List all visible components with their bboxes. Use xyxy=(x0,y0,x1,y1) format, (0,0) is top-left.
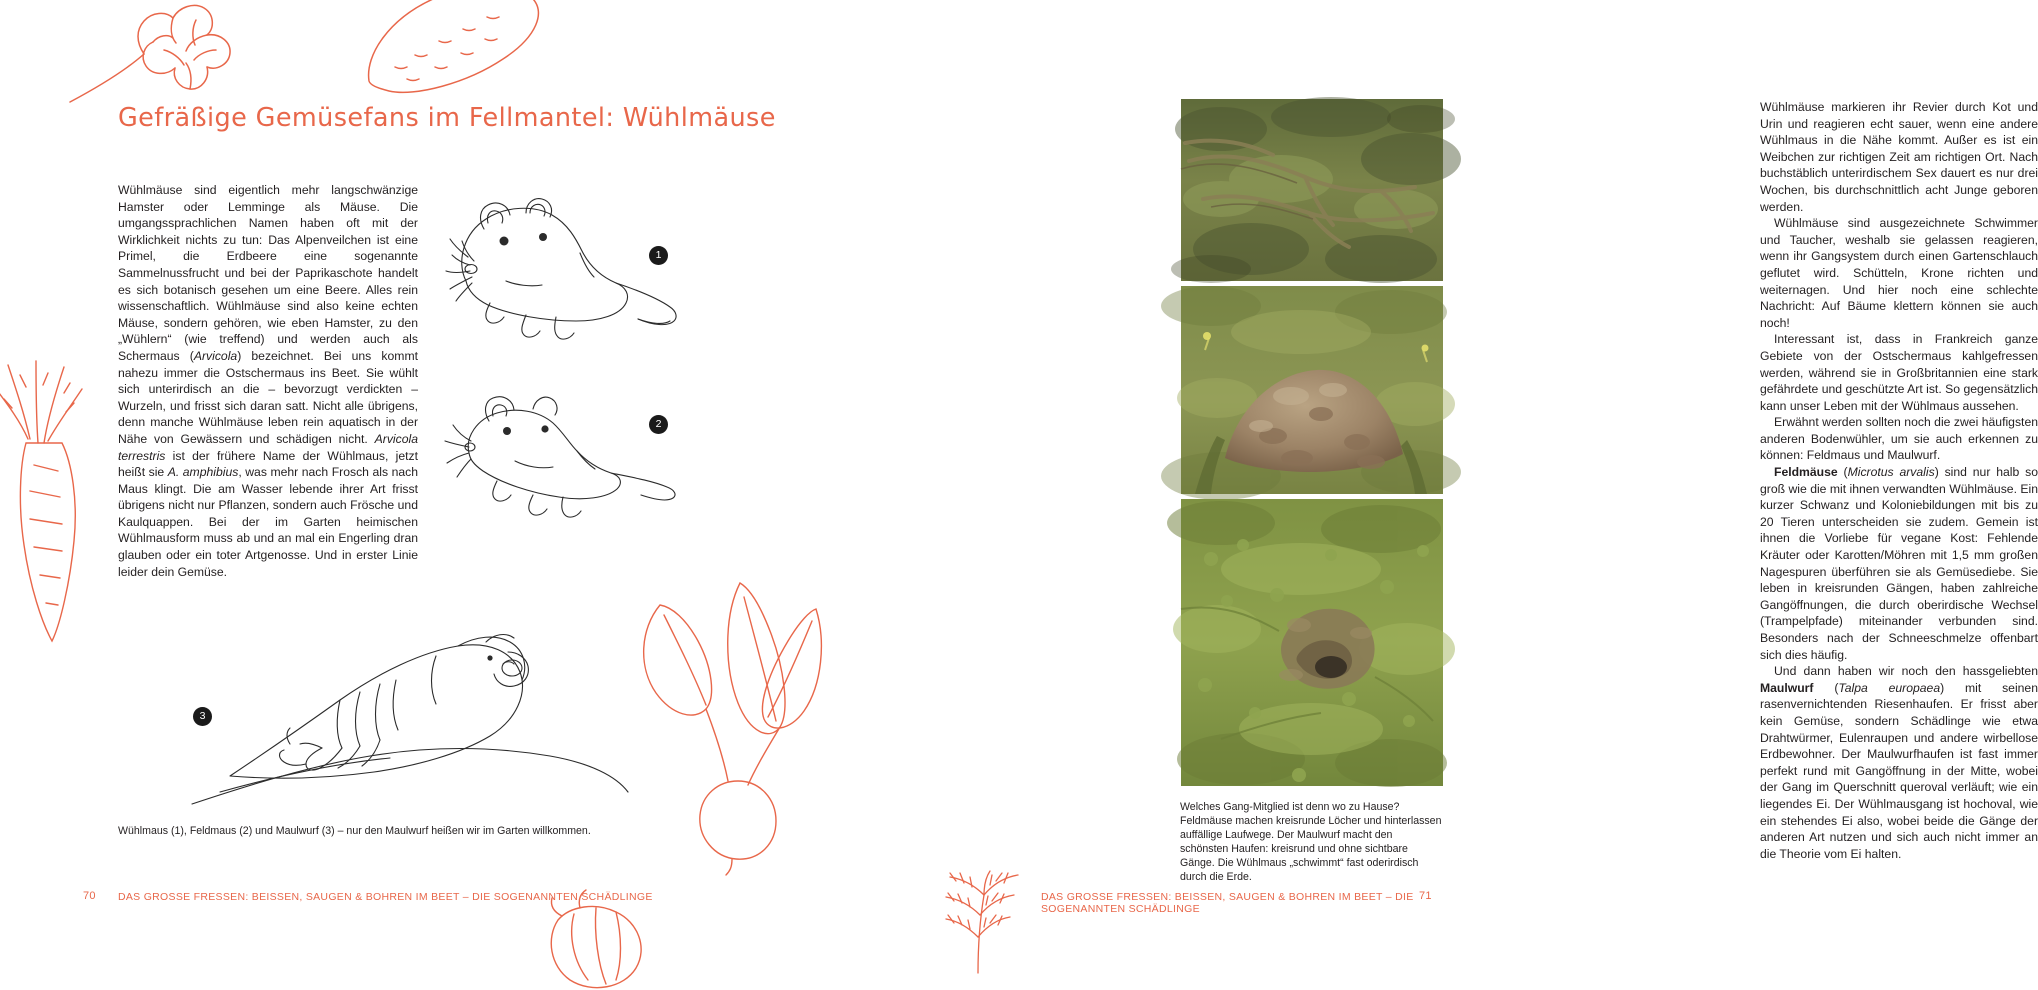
right-paragraph-3: Interessant ist, dass in Frankreich ganze Gebiete von der Ostschermaus kahlgefressen werden, während sie in Großbritannien eine stark gefährdete und geschützte Art ist. So gegensätzlich kann unser Leben mit der Wühlmaus aussehen. xyxy=(1760,332,2038,413)
left-body-paragraph: Wühlmäuse sind eigentlich mehr langschwänzige Hamster oder Lemminge als Mäuse. Die umgangssprachlichen Namen haben oft mit der Wirklichkeit nichts zu tun: Das Alpenveilchen ist eine Primel, die Erdbeere eine sogenannte Sammelnussfrucht und bei der Paprikaschote handelt es sich botanisch gesehen um eine Beere. Alles rein wissenschaftlich. Wühlmäuse sind also keine echten Mäuse, sondern gehören, wie eben Hamster, zu den „Wühlern“ (wie treffend) und werden auch als Schermaus (Arvicola) bezeichnet. Bei uns kommt nahezu immer die Ostschermaus ins Beet. Sie wühlt sich unterirdisch an die – bevorzugt verdickten – Wurzeln, und frisst sich daran satt. Nicht alle übrigens, denn manche Wühlmäuse leben rein aquatisch in der Nähe von Gewässern und schädigen nicht. Arvicola terrestris ist der frühere Name der Wühlmaus, jetzt heißt sie A. amphibius, was mehr nach Frosch als nach Maus klingt. Die am Wasser lebende ihrer Art frisst übrigens nicht nur Pflanzen, sondern auch Frösche und Kaulquappen. Bei der im Garten heimischen Wühlmausform muss ab und an mal ein Engerling dran glauben oder ein toter Artgenosse. Und in erster Linie leider dein Gemüse. xyxy=(118,183,418,579)
running-head-right: DAS GROSSE FRESSEN: BEISSEN, SAUGEN & BOHREN IM BEET – DIE SOGENANNTEN SCHÄDLINGE xyxy=(1041,891,1414,915)
right-paragraph-1: Wühlmäuse markieren ihr Revier durch Kot und Urin und reagieren echt sauer, wenn eine andere Wühlmaus in die Nähe kommt. Außer es ist ein Weibchen zur richtigen Zeit am richtigen Ort. Nach buchstäblich unterirdischem Sex dauert es nur drei Wochen, bis durchschnittlich acht Junge geboren werden. xyxy=(1760,100,2038,214)
photo-vole-runways xyxy=(1181,99,1443,281)
running-head-left: DAS GROSSE FRESSEN: BEISSEN, SAUGEN & BOHREN IM BEET – DIE SOGENANNTEN SCHÄDLINGE xyxy=(118,891,653,903)
folio-left: 70 xyxy=(83,890,96,902)
left-body-text xyxy=(118,182,418,580)
right-paragraph-5: Feldmäuse (Microtus arvalis) sind nur halb so groß wie die mit ihnen verwandten Wühlmäuse. Ein kurzer Schwanz und Koloniebildungen mit bis zu 20 Tieren unterscheiden sie zudem. Gemein ist ihnen die Vorliebe für vegane Kost: Fehlende Kräuter oder Karotten/Möhren mit 1,5 mm großen Nagespuren überführen sie als Gemüsediebe. Sie leben in kreisrunden Gängen, haben zahlreiche Gangöffnungen, die durch oberirdische Wechsel (Trampelpfade) miteinander verbunden sind. Besonders nach der Schneeschmelze offenbart sich dies häufig. xyxy=(1760,465,2038,662)
carrot-decoration xyxy=(0,355,110,655)
right-paragraph-2: Wühlmäuse sind ausgezeichnete Schwimmer und Taucher, weshalb sie gelassen reagieren, wenn ihr Gangsystem durch einen Gartenschlauch geflutet wird. Schütteln, Krone richten und weiternagen. Und hier noch eine schlechte Nachricht: Auf Bäume klettern können sie auch noch! xyxy=(1760,216,2038,330)
illustration-number-3: 3 xyxy=(193,707,212,726)
cucumber-decoration xyxy=(355,0,575,95)
page-title: Gefräßige Gemüsefans im Fellmantel: Wühlmäuse xyxy=(118,103,776,133)
right-body-text xyxy=(1760,99,2038,862)
folio-right: 71 xyxy=(1419,890,1432,902)
right-paragraph-6: Und dann haben wir noch den hassgeliebten Maulwurf (Talpa europaea) mit seinen rasenvernichtenden Riesenhaufen. Er frisst aber kein Gemüse, sondern Schädlinge wie etwa Drahtwürmer, Eulenraupen und andere wirbellose Erdbewohner. Der Maulwurfhaufen ist fast immer perfekt rund mit Gangöffnung in der Mitte, wobei der Gang im Querschnitt queroval verläuft; wie ein liegendes Ei. Der Wühlmausgang ist hochoval, wie ein stehendes Ei also, wobei beide die Gänge der anderen Art nutzen und sich auch nicht immer an die Theorie vom Ei halten. xyxy=(1760,664,2038,861)
vole-illustration xyxy=(430,185,680,355)
photo-molehill xyxy=(1181,286,1443,494)
mole-illustration xyxy=(190,580,630,810)
right-figure-caption: Welches Gang-Mitglied ist denn wo zu Hause? Feldmäuse machen kreisrunde Löcher und hinterlassen auffällige Laufwege. Der Maulwurf macht den schönsten Haufen: kreisrund und ohne sichtbare Gänge. Die Wühlmaus „schwimmt“ fast oderirdisch durch die Erde. xyxy=(1180,801,1442,883)
parsley-leaf-decoration xyxy=(40,0,300,110)
onion-decoration xyxy=(540,890,680,990)
right-paragraph-4: Erwähnt werden sollten noch die zwei häufigsten anderen Bodenwühler, um sie auch erkennen zu können: Feldmaus und Maulwurf. xyxy=(1760,415,2038,463)
illustration-number-1: 1 xyxy=(649,246,668,265)
photo-clover-burrow xyxy=(1181,499,1443,786)
field-mouse-illustration xyxy=(435,385,685,525)
illustration-number-2: 2 xyxy=(649,415,668,434)
dill-herb-decoration xyxy=(900,855,1060,975)
left-page xyxy=(0,0,880,975)
left-figure-caption: Wühlmaus (1), Feldmaus (2) und Maulwurf (3) – nur den Maulwurf heißen wir im Garten willkommen. xyxy=(118,825,591,837)
